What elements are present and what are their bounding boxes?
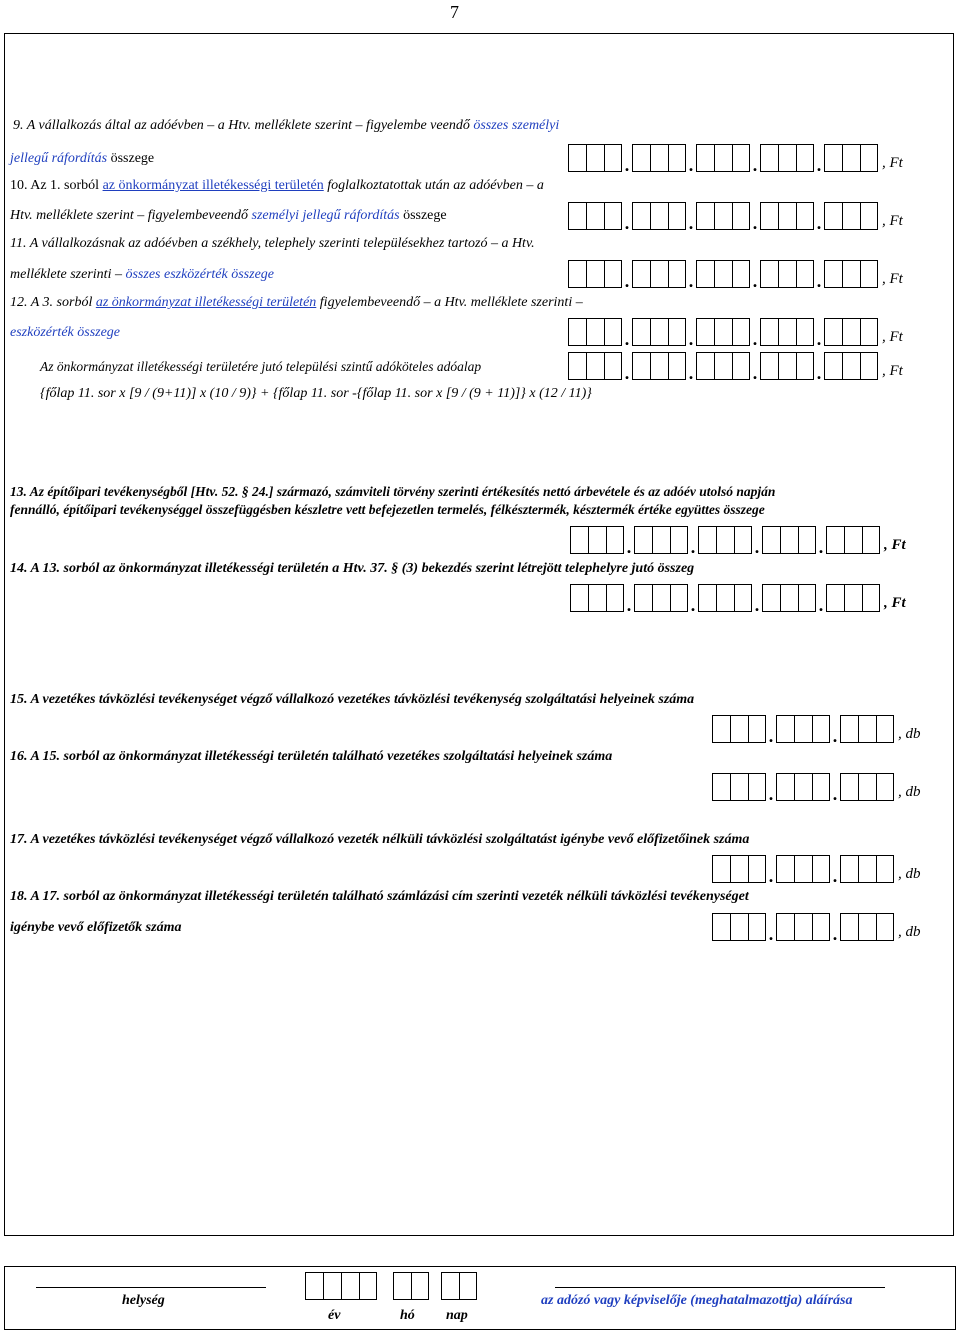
digit-box[interactable] bbox=[696, 202, 714, 230]
digit-box[interactable] bbox=[730, 855, 748, 883]
row-10-text: 10. Az 1. sorból az önkormányzat illetékességi területén foglalkoztatottak után az adóévben – a bbox=[10, 178, 544, 193]
digit-box[interactable] bbox=[650, 318, 668, 346]
digit-box[interactable] bbox=[842, 318, 860, 346]
digit-box[interactable] bbox=[794, 773, 812, 801]
digit-box[interactable] bbox=[860, 260, 878, 288]
row-17-text: 17. A vezetékes távközlési tevékenységet végző vállalkozó vezeték nélküli távközlési szolgáltatást igénybe vevő előfizetőinek száma bbox=[10, 832, 750, 847]
digit-box[interactable] bbox=[824, 318, 842, 346]
digit-box[interactable] bbox=[568, 318, 586, 346]
thousands-separator: . bbox=[816, 329, 822, 349]
place-label: helység bbox=[122, 1293, 165, 1308]
digit-box[interactable] bbox=[586, 144, 604, 172]
digit-box[interactable] bbox=[844, 526, 862, 554]
digit-box[interactable] bbox=[760, 260, 778, 288]
digit-box[interactable] bbox=[652, 584, 670, 612]
row-13-text-2: fennálló, építőipari tevékenységgel összefüggésben készletre vett befejezetlen termelés, félkésztermék, késztermék értéke együttes összege bbox=[10, 502, 765, 517]
digit-box[interactable] bbox=[876, 773, 894, 801]
thousands-separator: . bbox=[754, 595, 760, 615]
digit-box[interactable] bbox=[778, 144, 796, 172]
thousands-separator: . bbox=[832, 924, 838, 944]
digit-box[interactable] bbox=[650, 260, 668, 288]
digit-box[interactable] bbox=[696, 260, 714, 288]
digit-box[interactable] bbox=[760, 352, 778, 380]
thousands-separator: . bbox=[688, 271, 694, 291]
digit-box[interactable] bbox=[670, 584, 688, 612]
digit-box[interactable] bbox=[760, 318, 778, 346]
digit-box[interactable] bbox=[778, 318, 796, 346]
digit-box[interactable] bbox=[606, 526, 624, 554]
digit-box[interactable] bbox=[712, 855, 730, 883]
year-label: év bbox=[328, 1308, 341, 1323]
digit-box[interactable] bbox=[668, 260, 686, 288]
digit-box[interactable] bbox=[860, 202, 878, 230]
row-13-text: 13. Az építőipari tevékenységből [Htv. 52. § 24.] származó, számviteli törvény szerinti értékesítés nettó árbevétele és az adóév utolsó napján bbox=[10, 484, 776, 499]
unit-label: , db bbox=[898, 924, 921, 940]
row-9-text-2: jellegű ráfordítás összege bbox=[10, 151, 155, 166]
digit-box[interactable] bbox=[876, 913, 894, 941]
digit-box[interactable] bbox=[714, 318, 732, 346]
thousands-separator: . bbox=[688, 363, 694, 383]
digit-box[interactable] bbox=[393, 1272, 411, 1300]
thousands-separator: . bbox=[832, 866, 838, 886]
digit-box[interactable] bbox=[840, 913, 858, 941]
row-18-text-2: igénybe vevő előfizetők száma bbox=[10, 920, 182, 935]
thousands-separator: . bbox=[688, 329, 694, 349]
digit-box[interactable] bbox=[588, 584, 606, 612]
digit-box[interactable] bbox=[568, 144, 586, 172]
digit-box[interactable] bbox=[824, 144, 842, 172]
digit-box[interactable] bbox=[634, 584, 652, 612]
taxbase-label: Az önkormányzat illetékességi területére jutó települési szintű adóköteles adóalap bbox=[40, 359, 482, 374]
digit-box[interactable] bbox=[842, 202, 860, 230]
digit-box[interactable] bbox=[798, 526, 816, 554]
digit-box[interactable] bbox=[840, 855, 858, 883]
digit-box[interactable] bbox=[730, 715, 748, 743]
thousands-separator: . bbox=[688, 155, 694, 175]
thousands-separator: . bbox=[752, 155, 758, 175]
digit-box[interactable] bbox=[794, 913, 812, 941]
thousands-separator: . bbox=[816, 155, 822, 175]
thousands-separator: . bbox=[752, 213, 758, 233]
digit-box[interactable] bbox=[668, 318, 686, 346]
row-12-amount-field[interactable] bbox=[568, 316, 903, 349]
digit-box[interactable] bbox=[670, 526, 688, 554]
date-day-field[interactable] bbox=[441, 1270, 477, 1300]
digit-box[interactable] bbox=[696, 318, 714, 346]
signature-label: az adózó vagy képviselője (meghatalmazottja) aláírása bbox=[541, 1293, 853, 1308]
unit-label: , db bbox=[898, 866, 921, 882]
digit-box[interactable] bbox=[794, 715, 812, 743]
thousands-separator: . bbox=[818, 537, 824, 557]
unit-label: , db bbox=[898, 726, 921, 742]
row-10-amount-field[interactable] bbox=[568, 200, 903, 233]
thousands-separator: . bbox=[832, 726, 838, 746]
digit-box[interactable] bbox=[732, 260, 750, 288]
digit-box[interactable] bbox=[842, 144, 860, 172]
digit-box[interactable] bbox=[812, 913, 830, 941]
day-label: nap bbox=[446, 1308, 468, 1323]
digit-box[interactable] bbox=[632, 144, 650, 172]
thousands-separator: . bbox=[818, 595, 824, 615]
unit-label: , db bbox=[898, 784, 921, 800]
unit-label: , Ft bbox=[882, 363, 903, 379]
digit-box[interactable] bbox=[798, 584, 816, 612]
digit-box[interactable] bbox=[840, 715, 858, 743]
digit-box[interactable] bbox=[716, 526, 734, 554]
row-11-amount-field[interactable] bbox=[568, 258, 903, 291]
digit-box[interactable] bbox=[632, 352, 650, 380]
digit-box[interactable] bbox=[748, 913, 766, 941]
digit-box[interactable] bbox=[812, 855, 830, 883]
page-number: 7 bbox=[450, 2, 459, 22]
row-17-count-field[interactable] bbox=[712, 853, 921, 886]
unit-label: , Ft bbox=[884, 595, 906, 611]
digit-box[interactable] bbox=[714, 202, 732, 230]
digit-box[interactable] bbox=[844, 584, 862, 612]
digit-box[interactable] bbox=[632, 260, 650, 288]
digit-box[interactable] bbox=[748, 715, 766, 743]
digit-box[interactable] bbox=[712, 913, 730, 941]
digit-box[interactable] bbox=[776, 715, 794, 743]
thousands-separator: . bbox=[816, 363, 822, 383]
unit-label: , Ft bbox=[882, 213, 903, 229]
digit-box[interactable] bbox=[668, 202, 686, 230]
row-9-text: 9. A vállalkozás által az adóévben – a Htv. melléklete szerint – figyelembe veendő összes személyi bbox=[13, 118, 560, 133]
digit-box[interactable] bbox=[780, 584, 798, 612]
digit-box[interactable] bbox=[876, 715, 894, 743]
digit-box[interactable] bbox=[812, 715, 830, 743]
digit-box[interactable] bbox=[632, 318, 650, 346]
digit-box[interactable] bbox=[748, 773, 766, 801]
digit-box[interactable] bbox=[862, 526, 880, 554]
digit-box[interactable] bbox=[604, 318, 622, 346]
digit-box[interactable] bbox=[734, 584, 752, 612]
digit-box[interactable] bbox=[860, 318, 878, 346]
digit-box[interactable] bbox=[586, 352, 604, 380]
digit-box[interactable] bbox=[650, 202, 668, 230]
digit-box[interactable] bbox=[824, 202, 842, 230]
digit-box[interactable] bbox=[778, 260, 796, 288]
digit-box[interactable] bbox=[586, 202, 604, 230]
digit-box[interactable] bbox=[780, 526, 798, 554]
digit-box[interactable] bbox=[778, 202, 796, 230]
thousands-separator: . bbox=[688, 213, 694, 233]
taxbase-amount-field[interactable] bbox=[568, 350, 903, 383]
row-11-text: 11. A vállalkozásnak az adóévben a székhely, telephely szerinti településekhez tartozó – a Htv. bbox=[10, 236, 535, 251]
digit-box[interactable] bbox=[305, 1272, 323, 1300]
thousands-separator: . bbox=[624, 271, 630, 291]
digit-box[interactable] bbox=[604, 260, 622, 288]
digit-box[interactable] bbox=[698, 526, 716, 554]
digit-box[interactable] bbox=[858, 855, 876, 883]
digit-box[interactable] bbox=[778, 352, 796, 380]
unit-label: , Ft bbox=[882, 271, 903, 287]
digit-box[interactable] bbox=[862, 584, 880, 612]
digit-box[interactable] bbox=[570, 584, 588, 612]
unit-label: , Ft bbox=[882, 155, 903, 171]
thousands-separator: . bbox=[768, 784, 774, 804]
digit-box[interactable] bbox=[570, 526, 588, 554]
digit-box[interactable] bbox=[586, 260, 604, 288]
digit-box[interactable] bbox=[762, 526, 780, 554]
row-12-text-2: eszközérték összege bbox=[10, 325, 121, 340]
signature-line bbox=[555, 1287, 885, 1288]
digit-box[interactable] bbox=[730, 913, 748, 941]
digit-box[interactable] bbox=[734, 526, 752, 554]
digit-box[interactable] bbox=[712, 773, 730, 801]
row-16-text: 16. A 15. sorból az önkormányzat illetékességi területén található vezetékes szolgáltatási helyeinek száma bbox=[10, 749, 613, 764]
digit-box[interactable] bbox=[860, 144, 878, 172]
place-line bbox=[36, 1287, 266, 1288]
thousands-separator: . bbox=[626, 537, 632, 557]
digit-box[interactable] bbox=[760, 144, 778, 172]
thousands-separator: . bbox=[832, 784, 838, 804]
digit-box[interactable] bbox=[760, 202, 778, 230]
thousands-separator: . bbox=[768, 866, 774, 886]
digit-box[interactable] bbox=[341, 1272, 359, 1300]
digit-box[interactable] bbox=[860, 352, 878, 380]
digit-box[interactable] bbox=[824, 352, 842, 380]
digit-box[interactable] bbox=[796, 318, 814, 346]
digit-box[interactable] bbox=[650, 144, 668, 172]
digit-box[interactable] bbox=[826, 526, 844, 554]
unit-label: , Ft bbox=[884, 537, 906, 553]
digit-box[interactable] bbox=[606, 584, 624, 612]
digit-box[interactable] bbox=[604, 202, 622, 230]
row-18-text: 18. A 17. sorból az önkormányzat illetékességi területén található számlázási cím szerinti vezeték nélküli távközlési tevékenységet bbox=[10, 889, 749, 904]
thousands-separator: . bbox=[816, 213, 822, 233]
thousands-separator: . bbox=[754, 537, 760, 557]
row-18-count-field[interactable] bbox=[712, 911, 921, 944]
digit-box[interactable] bbox=[796, 144, 814, 172]
row-9-amount-field[interactable] bbox=[568, 142, 903, 175]
row-12-text: 12. A 3. sorból az önkormányzat illetékességi területén figyelembeveendő – a Htv. melléklete szerinti – bbox=[10, 295, 583, 310]
digit-box[interactable] bbox=[714, 144, 732, 172]
thousands-separator: . bbox=[768, 726, 774, 746]
digit-box[interactable] bbox=[652, 526, 670, 554]
digit-box[interactable] bbox=[459, 1272, 477, 1300]
digit-box[interactable] bbox=[712, 715, 730, 743]
digit-box[interactable] bbox=[776, 855, 794, 883]
thousands-separator: . bbox=[816, 271, 822, 291]
date-year-field[interactable] bbox=[305, 1270, 377, 1300]
digit-box[interactable] bbox=[776, 773, 794, 801]
month-label: hó bbox=[400, 1308, 415, 1323]
thousands-separator: . bbox=[752, 363, 758, 383]
digit-box[interactable] bbox=[732, 202, 750, 230]
thousands-separator: . bbox=[690, 595, 696, 615]
row-14-amount-field[interactable] bbox=[570, 582, 906, 615]
digit-box[interactable] bbox=[794, 855, 812, 883]
digit-box[interactable] bbox=[568, 260, 586, 288]
digit-box[interactable] bbox=[359, 1272, 377, 1300]
thousands-separator: . bbox=[768, 924, 774, 944]
digit-box[interactable] bbox=[696, 144, 714, 172]
digit-box[interactable] bbox=[796, 202, 814, 230]
digit-box[interactable] bbox=[776, 913, 794, 941]
thousands-separator: . bbox=[752, 329, 758, 349]
digit-box[interactable] bbox=[842, 352, 860, 380]
digit-box[interactable] bbox=[732, 352, 750, 380]
thousands-separator: . bbox=[624, 213, 630, 233]
digit-box[interactable] bbox=[568, 352, 586, 380]
digit-box[interactable] bbox=[732, 144, 750, 172]
row-15-count-field[interactable] bbox=[712, 713, 921, 746]
digit-box[interactable] bbox=[604, 352, 622, 380]
digit-box[interactable] bbox=[698, 584, 716, 612]
digit-box[interactable] bbox=[588, 526, 606, 554]
digit-box[interactable] bbox=[668, 144, 686, 172]
digit-box[interactable] bbox=[714, 260, 732, 288]
thousands-separator: . bbox=[752, 271, 758, 291]
digit-box[interactable] bbox=[441, 1272, 459, 1300]
digit-box[interactable] bbox=[748, 855, 766, 883]
digit-box[interactable] bbox=[411, 1272, 429, 1300]
date-month-field[interactable] bbox=[393, 1270, 429, 1300]
digit-box[interactable] bbox=[323, 1272, 341, 1300]
digit-box[interactable] bbox=[730, 773, 748, 801]
digit-box[interactable] bbox=[634, 526, 652, 554]
unit-label: , Ft bbox=[882, 329, 903, 345]
thousands-separator: . bbox=[690, 537, 696, 557]
thousands-separator: . bbox=[624, 363, 630, 383]
row-15-text: 15. A vezetékes távközlési tevékenységet végző vállalkozó vezetékes távközlési tevékenység szolgáltatási helyeinek száma bbox=[10, 692, 695, 707]
taxbase-formula: {főlap 11. sor x [9 / (9+11)] x (10 / 9)} + {főlap 11. sor -{főlap 11. sor x [9 / (9 + 11)]} x (12 / 11)} bbox=[40, 386, 592, 401]
digit-box[interactable] bbox=[840, 773, 858, 801]
row-10-text-2: Htv. melléklete szerint – figyelembeveendő személyi jellegű ráfordítás összege bbox=[10, 208, 447, 223]
digit-box[interactable] bbox=[842, 260, 860, 288]
digit-box[interactable] bbox=[796, 352, 814, 380]
row-16-count-field[interactable] bbox=[712, 771, 921, 804]
digit-box[interactable] bbox=[568, 202, 586, 230]
digit-box[interactable] bbox=[826, 584, 844, 612]
digit-box[interactable] bbox=[586, 318, 604, 346]
digit-box[interactable] bbox=[858, 913, 876, 941]
row-11-text-2: melléklete szerinti – összes eszközérték összege bbox=[10, 267, 274, 282]
digit-box[interactable] bbox=[876, 855, 894, 883]
row-14-text: 14. A 13. sorból az önkormányzat illetékességi területén a Htv. 37. § (3) bekezdés szerint létrejött telephelyre jutó összeg bbox=[10, 561, 695, 576]
digit-box[interactable] bbox=[824, 260, 842, 288]
thousands-separator: . bbox=[626, 595, 632, 615]
thousands-separator: . bbox=[624, 155, 630, 175]
thousands-separator: . bbox=[624, 329, 630, 349]
digit-box[interactable] bbox=[858, 715, 876, 743]
digit-box[interactable] bbox=[732, 318, 750, 346]
digit-box[interactable] bbox=[714, 352, 732, 380]
digit-box[interactable] bbox=[696, 352, 714, 380]
digit-box[interactable] bbox=[762, 584, 780, 612]
digit-box[interactable] bbox=[632, 202, 650, 230]
digit-box[interactable] bbox=[812, 773, 830, 801]
digit-box[interactable] bbox=[604, 144, 622, 172]
digit-box[interactable] bbox=[796, 260, 814, 288]
digit-box[interactable] bbox=[668, 352, 686, 380]
digit-box[interactable] bbox=[716, 584, 734, 612]
digit-box[interactable] bbox=[858, 773, 876, 801]
digit-box[interactable] bbox=[650, 352, 668, 380]
row-13-amount-field[interactable] bbox=[570, 524, 906, 557]
